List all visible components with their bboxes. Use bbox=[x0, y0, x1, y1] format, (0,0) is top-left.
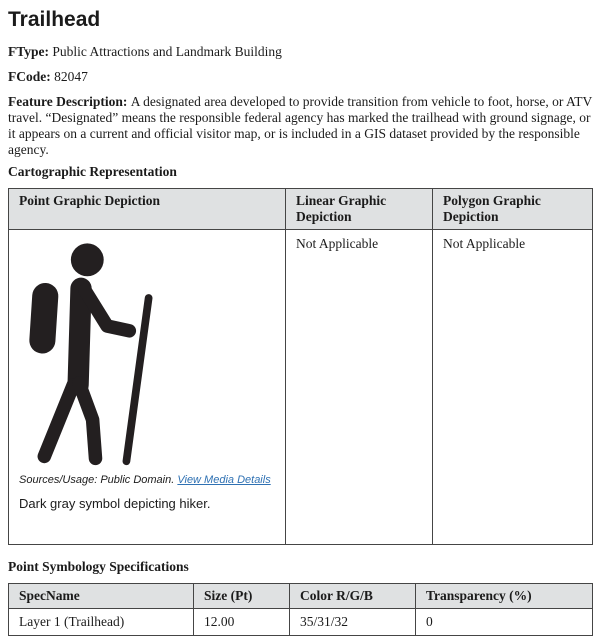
fcode-line bbox=[8, 69, 592, 85]
color-cell: 35/31/32 bbox=[290, 609, 416, 636]
point-symbol-description: Dark gray symbol depicting hiker. bbox=[19, 496, 211, 511]
polygon-depiction-cell: Not Applicable bbox=[433, 230, 593, 545]
feature-description-line bbox=[8, 94, 592, 158]
point-symbology-table bbox=[8, 583, 593, 636]
point-symbology-heading: Point Symbology Specifications bbox=[8, 559, 189, 574]
ftype-value: Public Attractions and Landmark Building bbox=[52, 44, 282, 59]
symbology-header-row bbox=[9, 584, 593, 609]
media-caption-text: Sources/Usage: Public Domain. bbox=[19, 474, 175, 486]
symbology-data-row bbox=[9, 609, 593, 636]
page-title: Trailhead bbox=[8, 8, 101, 31]
view-media-details-link[interactable]: View Media Details bbox=[177, 474, 271, 486]
column-header-specname: SpecName bbox=[9, 584, 194, 609]
specname-cell: Layer 1 (Trailhead) bbox=[9, 609, 194, 636]
ftype-line bbox=[8, 44, 592, 60]
column-header-linear: Linear Graphic Depiction bbox=[286, 189, 433, 230]
point-depiction-cell bbox=[9, 230, 286, 545]
cartographic-table bbox=[8, 188, 593, 545]
column-header-transparency: Transparency (%) bbox=[416, 584, 593, 609]
ftype-label: FType: bbox=[8, 44, 49, 59]
hiker-icon bbox=[23, 240, 168, 468]
column-header-size: Size (Pt) bbox=[194, 584, 290, 609]
cartographic-header-row bbox=[9, 189, 593, 230]
cartographic-representation-heading: Cartographic Representation bbox=[8, 164, 177, 179]
feature-description-label: Feature Description: bbox=[8, 94, 128, 109]
fcode-label: FCode: bbox=[8, 69, 51, 84]
transparency-cell: 0 bbox=[416, 609, 593, 636]
column-header-polygon: Polygon Graphic Depiction bbox=[433, 189, 593, 230]
column-header-point: Point Graphic Depiction bbox=[9, 189, 286, 230]
cartographic-data-row bbox=[9, 230, 593, 545]
size-cell: 12.00 bbox=[194, 609, 290, 636]
column-header-color: Color R/G/B bbox=[290, 584, 416, 609]
linear-depiction-cell: Not Applicable bbox=[286, 230, 433, 545]
media-caption bbox=[19, 474, 275, 487]
feature-description-value: A designated area developed to provide transition from vehicle to foot, horse, or ATV travel. “Designated” means the responsible federal agency has marked the trailhead with ground signage, or it appears on a current and official visitor map, or is included in a GIS dataset provided by the responsible agency. bbox=[8, 94, 592, 157]
fcode-value: 82047 bbox=[54, 69, 88, 84]
